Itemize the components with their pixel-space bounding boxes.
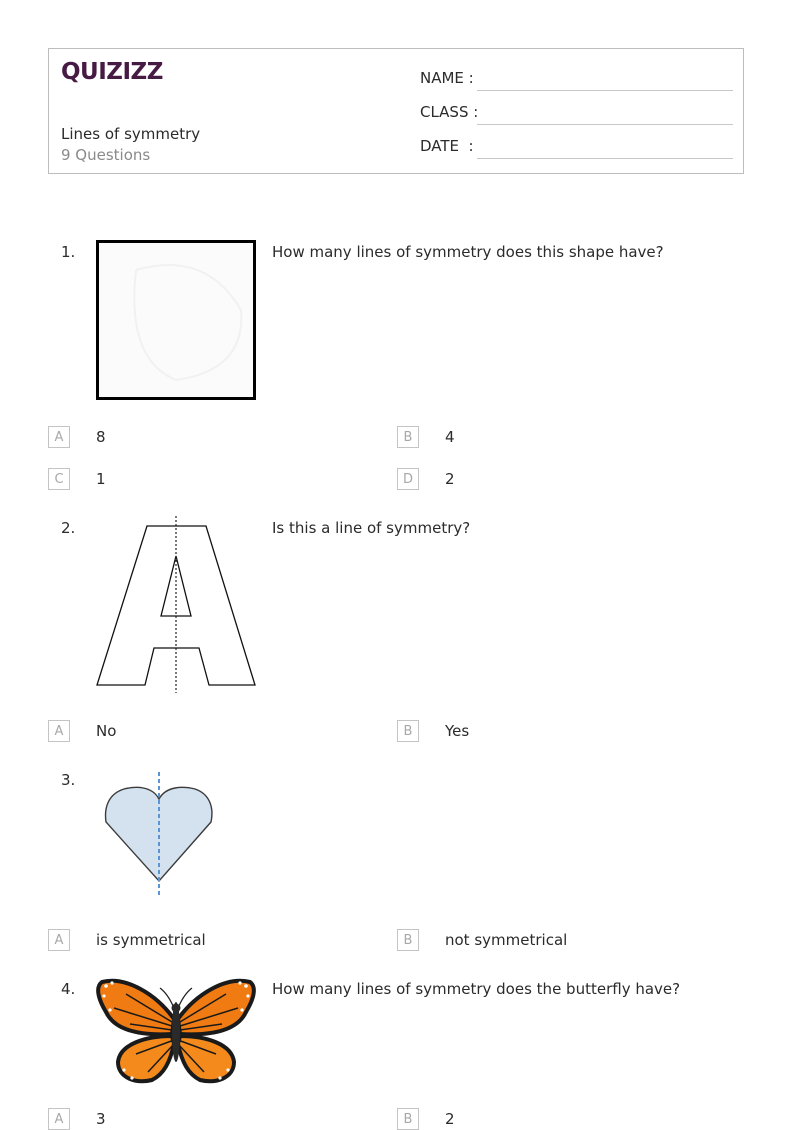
heart-shape-image [100, 770, 220, 900]
worksheet-title: Lines of symmetry [61, 125, 201, 143]
q2-option-a-box[interactable]: A [48, 720, 70, 742]
question-2-number: 2. [61, 519, 76, 537]
question-1-text: How many lines of symmetry does this shape have? [272, 243, 664, 261]
worksheet-header [48, 48, 744, 174]
class-field[interactable] [420, 101, 733, 125]
q2-option-b-box[interactable]: B [397, 720, 419, 742]
date-label: DATE : [420, 137, 474, 155]
question-2-text: Is this a line of symmetry? [272, 519, 471, 537]
square-shape-image [96, 240, 256, 400]
q4-option-b-text: 2 [445, 1110, 455, 1128]
quizizz-logo: QUIZIZZ [61, 59, 163, 85]
q1-option-b-text: 4 [445, 428, 455, 446]
q3-option-a-box[interactable]: A [48, 929, 70, 951]
letter-a-symmetry-image [96, 516, 256, 694]
q1-option-a-box[interactable]: A [48, 426, 70, 448]
question-count: 9 Questions [61, 146, 151, 164]
question-3-number: 3. [61, 771, 76, 789]
date-line[interactable] [477, 158, 733, 159]
q1-option-b-box[interactable]: B [397, 426, 419, 448]
name-line[interactable] [477, 90, 733, 91]
question-1-number: 1. [61, 243, 76, 261]
q2-option-b-text: Yes [445, 722, 470, 740]
q4-option-a-box[interactable]: A [48, 1108, 70, 1130]
q1-option-d-text: 2 [445, 470, 455, 488]
q3-option-a-text: is symmetrical [96, 931, 206, 949]
question-4-text: How many lines of symmetry does the butterfly have? [272, 980, 681, 998]
q4-option-a-text: 3 [96, 1110, 106, 1128]
q1-option-a-text: 8 [96, 428, 106, 446]
date-field[interactable] [420, 135, 733, 159]
class-label: CLASS : [420, 103, 479, 121]
q3-option-b-text: not symmetrical [445, 931, 568, 949]
q1-option-c-text: 1 [96, 470, 106, 488]
q1-option-d-box[interactable]: D [397, 468, 419, 490]
q3-option-b-box[interactable]: B [397, 929, 419, 951]
name-label: NAME : [420, 69, 474, 87]
name-field[interactable] [420, 67, 733, 91]
butterfly-image [96, 974, 256, 1086]
q4-option-b-box[interactable]: B [397, 1108, 419, 1130]
q1-option-c-box[interactable]: C [48, 468, 70, 490]
q2-option-a-text: No [96, 722, 117, 740]
class-line[interactable] [477, 124, 733, 125]
question-4-number: 4. [61, 980, 76, 998]
